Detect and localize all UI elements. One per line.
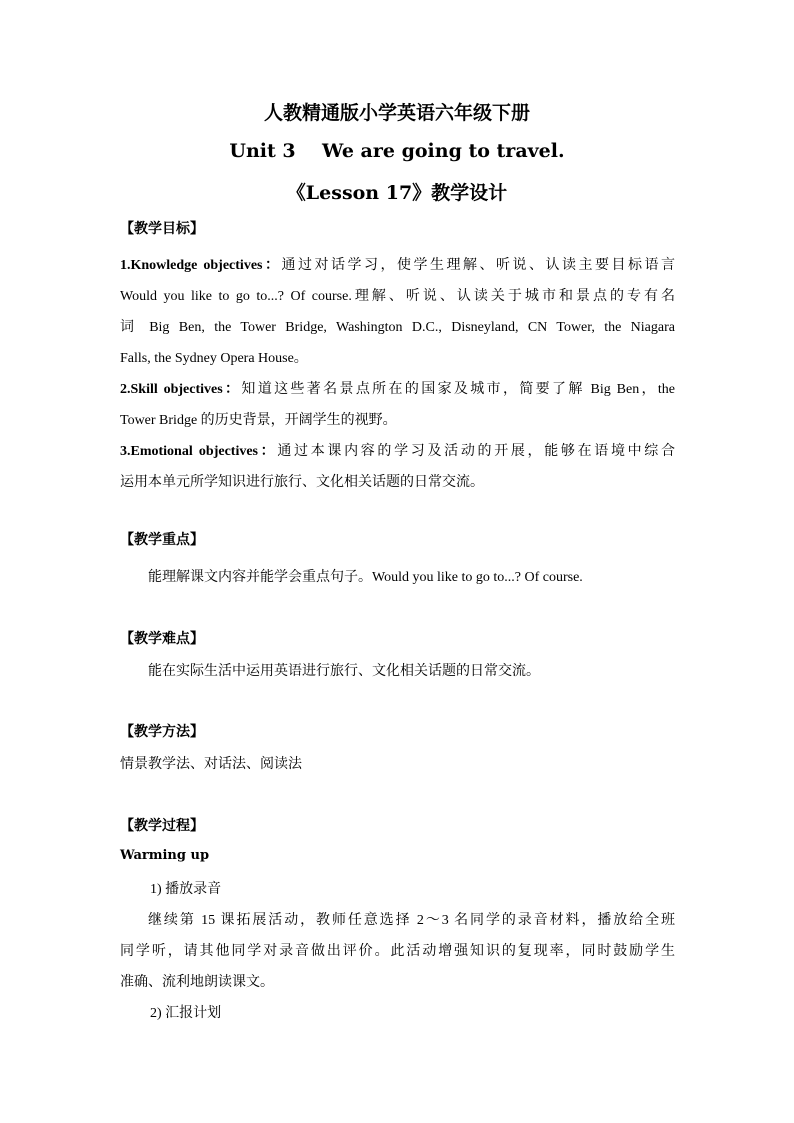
key-points-heading: 【教学重点】	[120, 532, 204, 548]
key-points-text: 能理解课文内容并能学会重点句子。Would you like to go to...? Of course.	[148, 570, 583, 585]
skill-objectives-line-1	[120, 378, 675, 398]
process-heading: 【教学过程】	[120, 818, 204, 834]
skill-objectives-label: 2.Skill objectives：	[120, 382, 242, 397]
knowledge-objectives-line-1	[120, 254, 675, 274]
lesson-title: 《Lesson 17》教学设计	[286, 182, 508, 204]
knowledge-objectives-line-3: 词 Big Ben, the Tower Bridge, Washington D.C., Disneyland, CN Tower, the Niagara	[120, 320, 675, 335]
objectives-heading: 【教学目标】	[120, 221, 204, 237]
knowledge-objectives-label: 1.Knowledge objectives：	[120, 258, 282, 273]
knowledge-objectives-line-4: Falls, the Sydney Opera House。	[120, 351, 308, 366]
step-1-paragraph-line-1: 继续第 15 课拓展活动，教师任意选择 2～3 名同学的录音材料，播放给全班	[148, 913, 675, 928]
knowledge-text-1: 通过对话学习，使学生理解、听说、认读主要目标语言	[281, 258, 675, 273]
step-2-label: 2) 汇报计划	[150, 1006, 222, 1021]
skill-text-1: 知道这些著名景点所在的国家及城市，简要了解 Big Ben，the	[241, 382, 675, 397]
document-title: 人教精通版小学英语六年级下册	[263, 102, 530, 124]
difficulties-heading: 【教学难点】	[120, 631, 204, 647]
difficulties-text: 能在实际生活中运用英语进行旅行、文化相关话题的日常交流。	[148, 664, 540, 679]
step-1-paragraph-line-2: 同学听，请其他同学对录音做出评价。此活动增强知识的复现率，同时鼓励学生	[120, 944, 675, 959]
unit-title: Unit 3 We are going to travel.	[229, 140, 565, 162]
warming-up-label: Warming up	[120, 848, 210, 863]
emotional-objectives-line-2: 运用本单元所学知识进行旅行、文化相关话题的日常交流。	[120, 475, 484, 490]
emotional-objectives-label: 3.Emotional objectives：	[120, 444, 278, 459]
emotional-text-1: 通过本课内容的学习及活动的开展，能够在语境中综合	[277, 444, 675, 459]
step-1-label: 1) 播放录音	[150, 882, 222, 897]
step-1-paragraph-line-3: 准确、流利地朗读课文。	[120, 975, 274, 990]
skill-objectives-line-2: Tower Bridge 的历史背景，开阔学生的视野。	[120, 413, 397, 428]
emotional-objectives-line-1	[120, 440, 675, 460]
methods-text: 情景教学法、对话法、阅读法	[120, 757, 302, 772]
methods-heading: 【教学方法】	[120, 724, 204, 740]
knowledge-objectives-line-2: Would you like to go to...? Of course.理解、听说、认读关于城市和景点的专有名	[120, 289, 675, 304]
